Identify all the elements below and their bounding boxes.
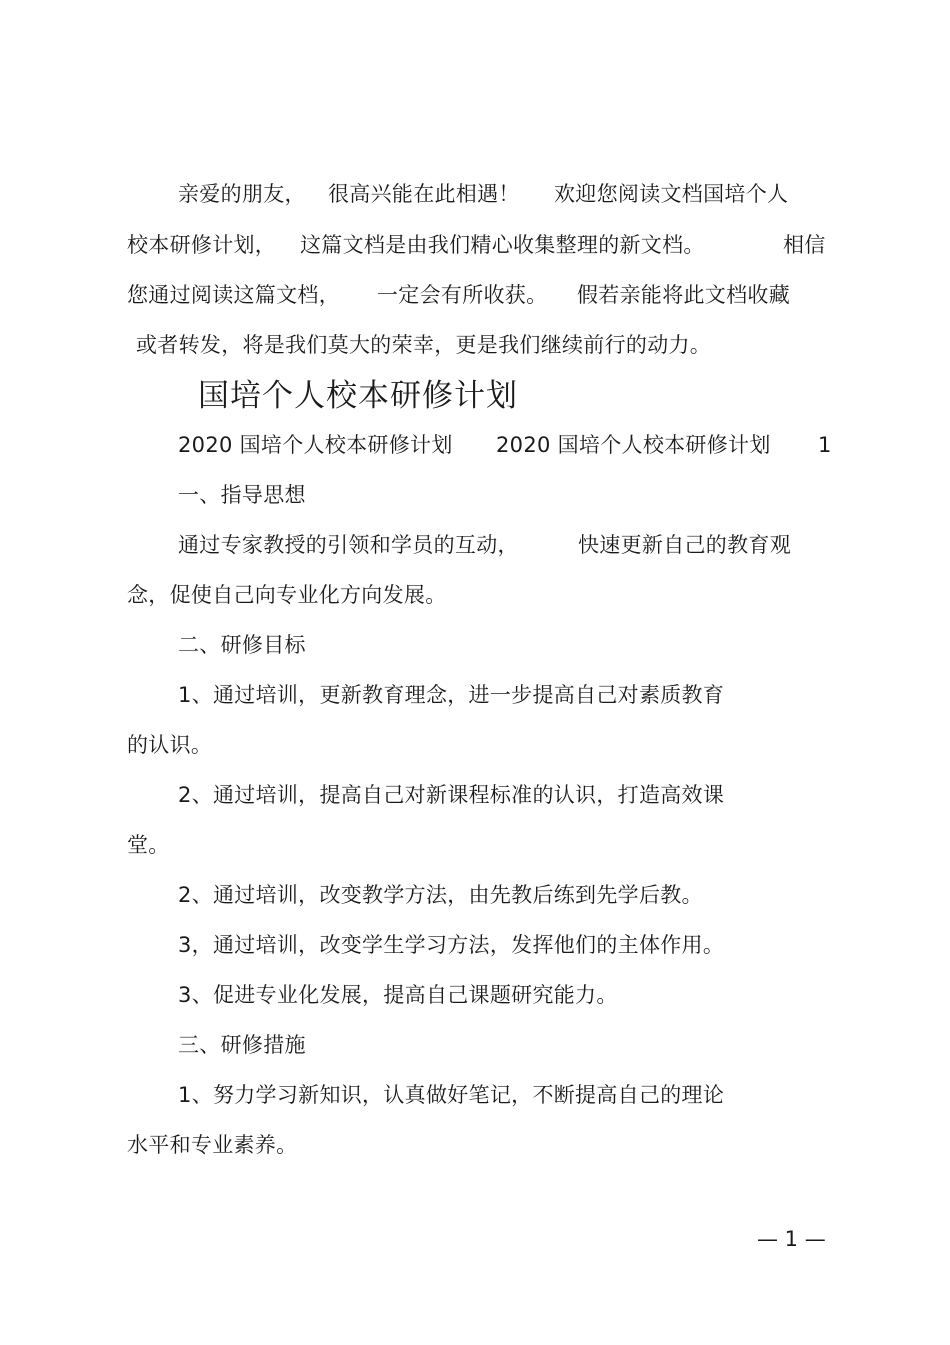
s1-paragraph-line-1 — [178, 531, 828, 559]
section-heading-study-measures: 三、研修措施 — [178, 1033, 306, 1057]
intro-line-4: 或者转发，将是我们莫大的荣幸，更是我们继续前行的动力。 — [136, 333, 712, 357]
s3-item-1-line-2: 水平和专业素养。 — [127, 1133, 298, 1157]
intro-line-2-part-1: 校本研修计划， — [127, 233, 277, 257]
subtitle-part-2: 2020 国培个人校本研修计划 — [496, 433, 771, 457]
s2-item-1-line-1: 1、通过培训，更新教育理念，进一步提高自己对素质教育 — [178, 683, 725, 707]
s1-paragraph-line-1-part-1: 通过专家教授的引领和学员的互动， — [178, 533, 519, 557]
intro-line-3 — [127, 281, 827, 309]
intro-line-1-part-1: 亲爱的朋友， — [178, 182, 306, 206]
section-heading-study-goals: 二、研修目标 — [178, 633, 306, 657]
s2-item-4: 3，通过培训，改变学生学习方法，发挥他们的主体作用。 — [178, 933, 725, 957]
subtitle-line — [178, 431, 838, 459]
s2-item-2-line-1: 2、通过培训，提高自己对新课程标准的认识，打造高效课 — [178, 783, 725, 807]
intro-line-1-part-3: 欢迎您阅读文档国培个人 — [554, 182, 789, 206]
intro-line-3-part-2: 一定会有所收获。 — [377, 283, 548, 307]
intro-line-2-part-3: 相信 — [783, 233, 826, 257]
intro-line-2-part-2: 这篇文档是由我们精心收集整理的新文档。 — [300, 233, 705, 257]
s2-item-5: 3、促进专业化发展，提高自己课题研究能力。 — [178, 983, 618, 1007]
intro-line-2 — [127, 231, 837, 259]
intro-line-3-part-1: 您通过阅读这篇文档， — [127, 283, 340, 307]
s2-item-3: 2、通过培训，改变教学方法，由先教后练到先学后教。 — [178, 883, 703, 907]
subtitle-part-1: 2020 国培个人校本研修计划 — [178, 433, 453, 457]
page-number: — 1 — — [757, 1227, 826, 1251]
page-title: 国培个人校本研修计划 — [198, 378, 518, 414]
intro-line-1-part-2: 很高兴能在此相遇！ — [328, 182, 520, 206]
intro-line-1 — [178, 180, 828, 208]
s1-paragraph-line-2: 念，促使自己向专业化方向发展。 — [127, 583, 447, 607]
s3-item-1-line-1: 1、努力学习新知识，认真做好笔记，不断提高自己的理论 — [178, 1083, 725, 1107]
s1-paragraph-line-1-part-2: 快速更新自己的教育观 — [578, 533, 791, 557]
s2-item-1-line-2: 的认识。 — [127, 733, 213, 757]
subtitle-part-3: 1 — [818, 433, 832, 457]
section-heading-guiding-thought: 一、指导思想 — [178, 483, 306, 507]
intro-line-3-part-3: 假若亲能将此文档收藏 — [577, 283, 790, 307]
s2-item-2-line-2: 堂。 — [127, 833, 170, 857]
